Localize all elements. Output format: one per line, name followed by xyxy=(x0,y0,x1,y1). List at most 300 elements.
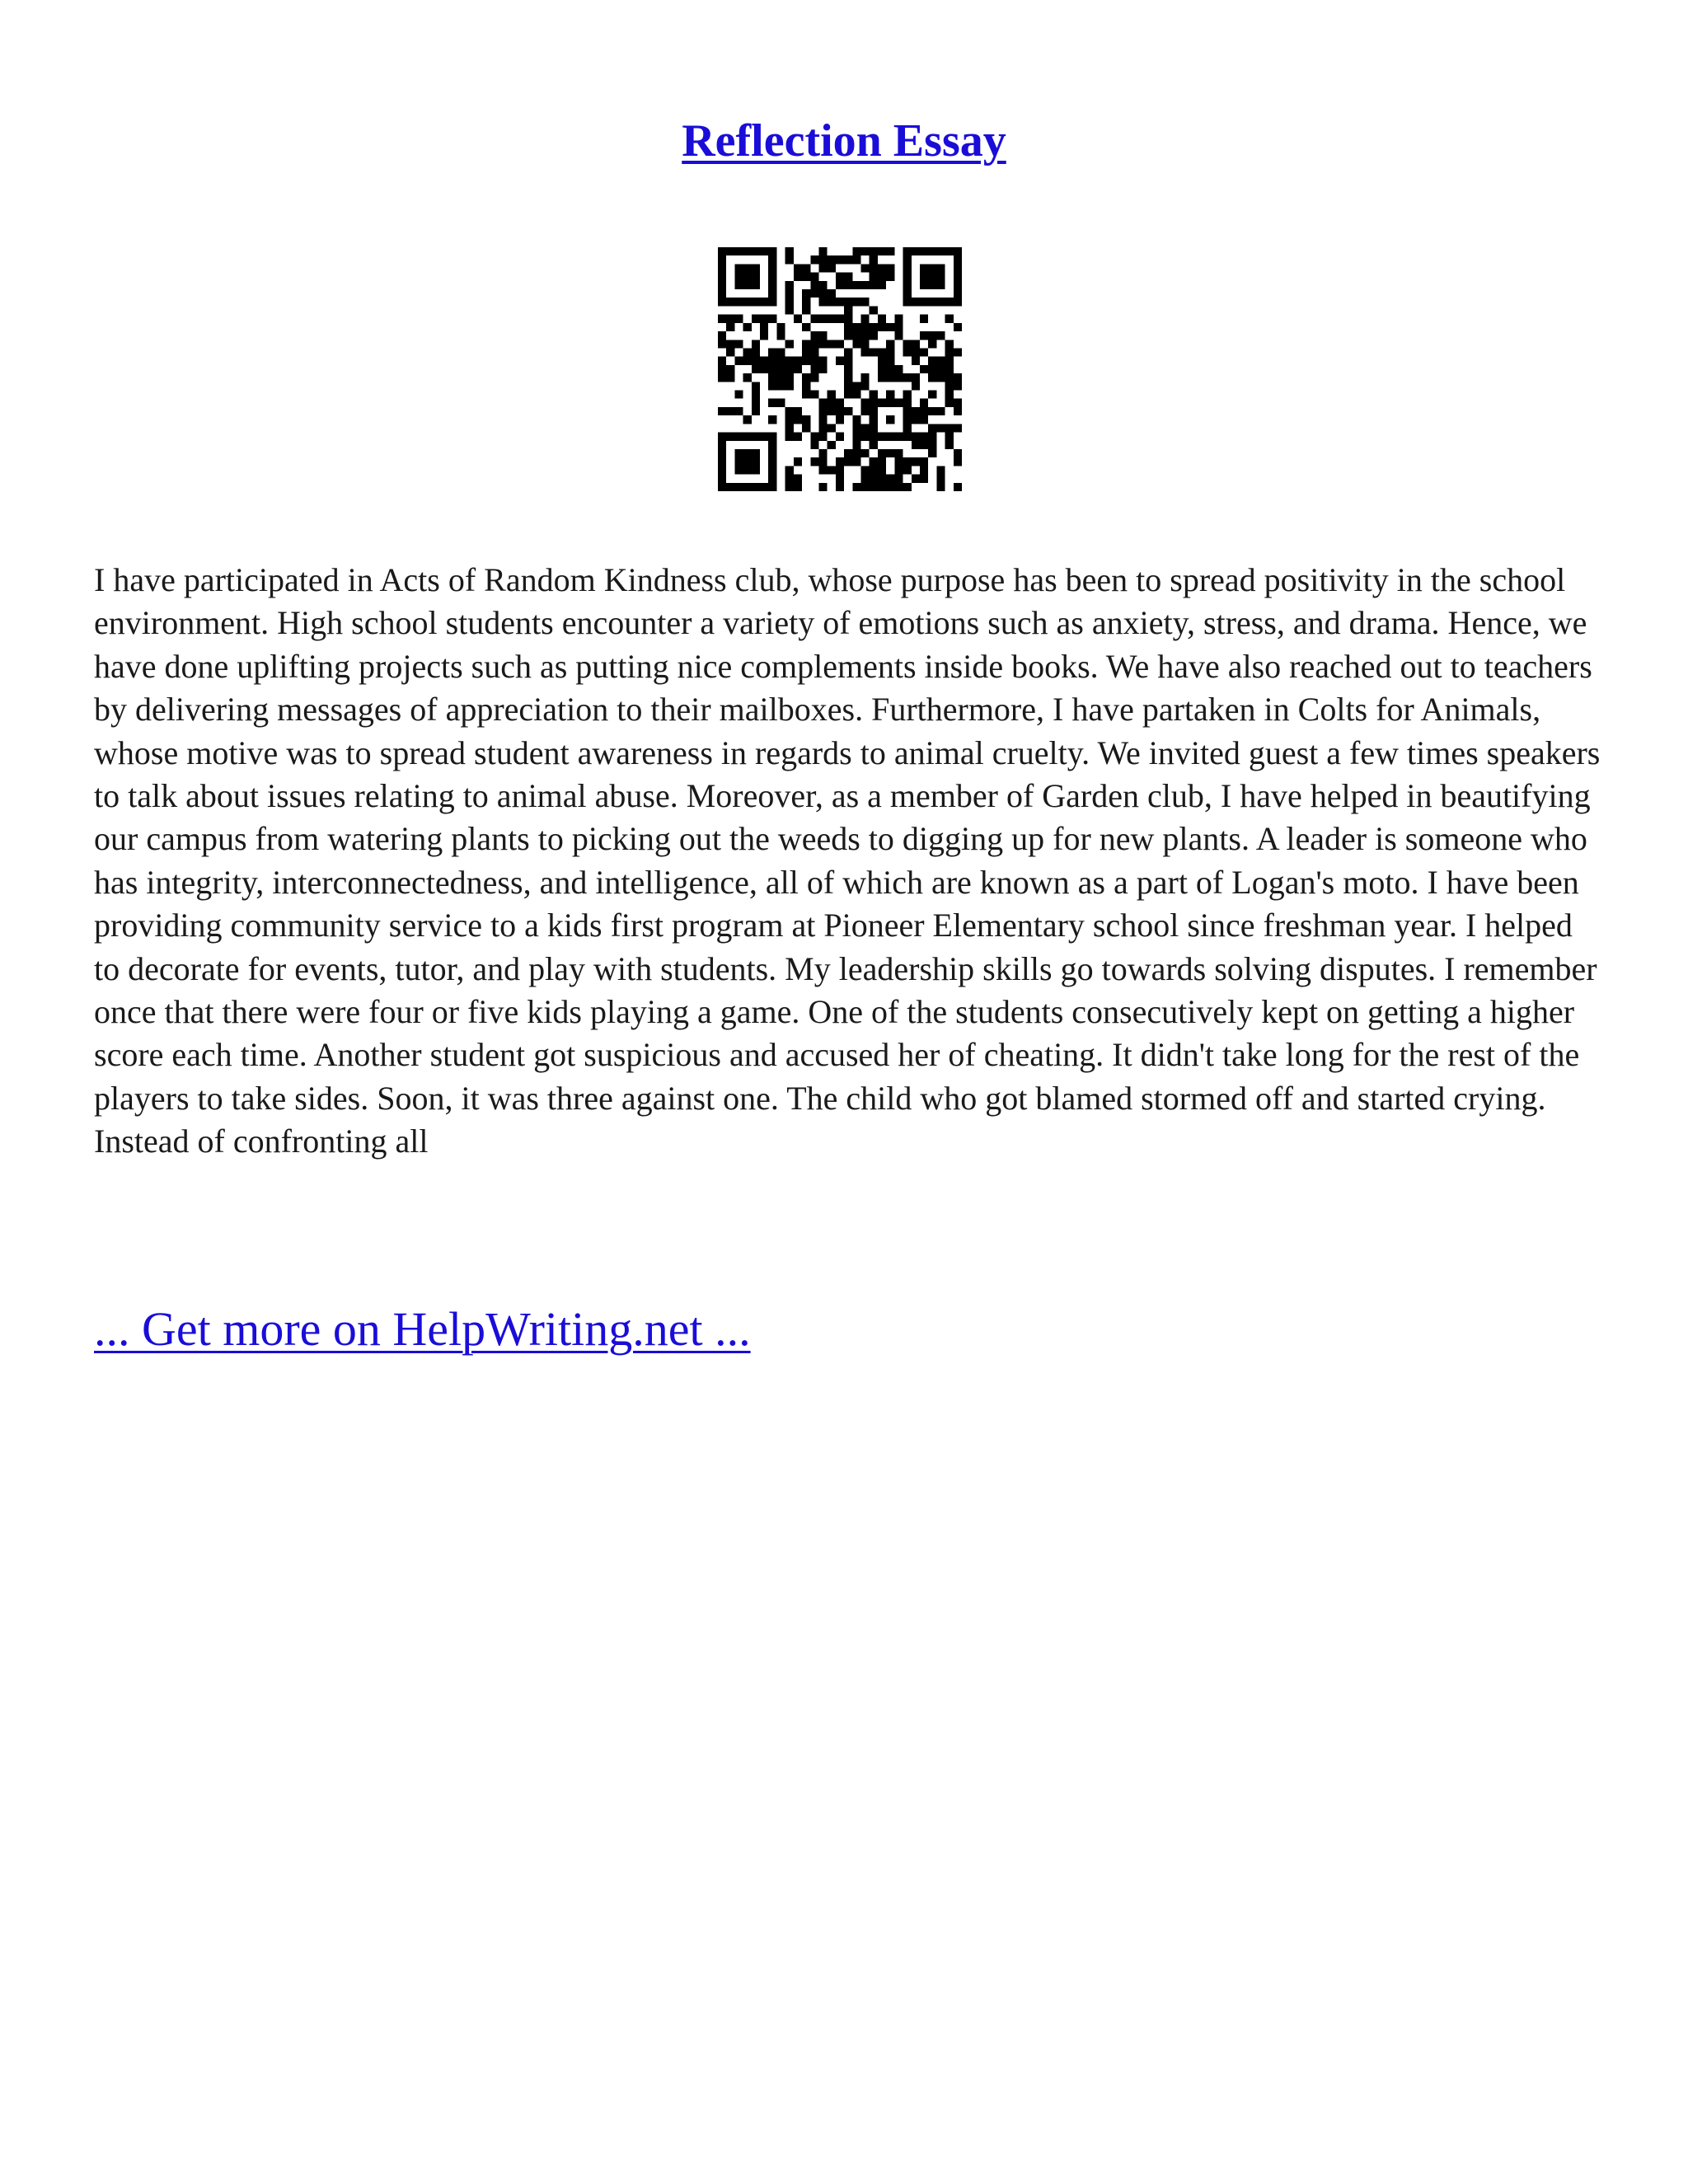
qr-module xyxy=(928,365,936,373)
qr-module xyxy=(936,466,945,474)
qr-module xyxy=(718,247,726,255)
qr-module xyxy=(818,433,827,441)
qr-module xyxy=(718,289,726,298)
qr-module xyxy=(886,323,894,331)
qr-module xyxy=(861,348,870,356)
get-more-link[interactable]: ... Get more on HelpWriting.net ... xyxy=(94,1302,751,1356)
qr-module xyxy=(802,264,810,272)
qr-module xyxy=(734,483,743,491)
qr-module xyxy=(928,424,936,432)
qr-module xyxy=(785,357,794,365)
qr-module xyxy=(718,315,726,323)
qr-module xyxy=(870,407,878,415)
qr-module xyxy=(734,315,743,323)
qr-module xyxy=(802,340,810,348)
qr-module xyxy=(726,373,734,382)
qr-module xyxy=(928,340,936,348)
qr-module xyxy=(936,357,945,365)
qr-module xyxy=(743,247,752,255)
qr-module xyxy=(936,365,945,373)
qr-module xyxy=(768,357,776,365)
qr-module xyxy=(768,433,776,441)
qr-module xyxy=(928,433,936,441)
qr-module xyxy=(852,340,860,348)
qr-module xyxy=(718,357,726,365)
qr-module xyxy=(718,433,726,441)
qr-module xyxy=(743,449,752,457)
qr-module xyxy=(928,247,936,255)
qr-module xyxy=(818,298,827,306)
qr-module xyxy=(954,449,962,457)
qr-code-icon xyxy=(718,247,962,491)
qr-module xyxy=(954,457,962,466)
qr-module xyxy=(878,449,886,457)
qr-module xyxy=(726,298,734,306)
qr-module xyxy=(760,247,768,255)
qr-module xyxy=(844,306,852,314)
qr-module xyxy=(836,433,844,441)
qr-module xyxy=(726,315,734,323)
qr-module xyxy=(726,348,734,356)
qr-module xyxy=(920,273,928,281)
qr-module xyxy=(861,298,870,306)
qr-module xyxy=(776,365,785,373)
qr-module xyxy=(718,298,726,306)
qr-module xyxy=(760,315,768,323)
qr-module xyxy=(886,391,894,399)
qr-module xyxy=(752,433,760,441)
qr-module xyxy=(836,340,844,348)
qr-module xyxy=(760,365,768,373)
qr-module xyxy=(861,399,870,407)
qr-module xyxy=(836,457,844,466)
qr-module xyxy=(936,264,945,272)
qr-module xyxy=(818,255,827,264)
qr-module xyxy=(752,247,760,255)
qr-module xyxy=(743,273,752,281)
qr-module xyxy=(844,348,852,356)
qr-module xyxy=(768,399,776,407)
qr-module xyxy=(852,415,860,424)
qr-module xyxy=(785,415,794,424)
qr-module xyxy=(954,247,962,255)
qr-module xyxy=(818,264,827,272)
qr-module xyxy=(802,357,810,365)
qr-module xyxy=(945,441,954,449)
qr-module xyxy=(828,315,836,323)
qr-module xyxy=(794,433,802,441)
qr-module xyxy=(844,373,852,382)
qr-module xyxy=(836,281,844,289)
qr-module xyxy=(903,373,912,382)
qr-module xyxy=(768,298,776,306)
qr-module xyxy=(828,441,836,449)
qr-module xyxy=(818,457,827,466)
qr-module xyxy=(726,433,734,441)
qr-module xyxy=(768,315,776,323)
qr-module xyxy=(886,449,894,457)
qr-module xyxy=(861,247,870,255)
qr-module xyxy=(894,457,903,466)
qr-module xyxy=(785,247,794,255)
qr-module xyxy=(768,441,776,449)
qr-module xyxy=(886,433,894,441)
qr-module xyxy=(718,340,726,348)
qr-module xyxy=(954,255,962,264)
qr-module xyxy=(743,433,752,441)
qr-module xyxy=(886,483,894,491)
qr-module xyxy=(878,348,886,356)
qr-module xyxy=(768,449,776,457)
qr-module xyxy=(752,298,760,306)
qr-module xyxy=(861,475,870,483)
qr-module xyxy=(802,289,810,298)
qr-module xyxy=(836,357,844,365)
qr-module xyxy=(852,391,860,399)
qr-module xyxy=(810,357,818,365)
qr-module xyxy=(743,281,752,289)
qr-module xyxy=(828,264,836,272)
qr-module xyxy=(912,407,920,415)
qr-module xyxy=(760,483,768,491)
qr-module xyxy=(870,415,878,424)
qr-module xyxy=(785,433,794,441)
qr-module xyxy=(886,273,894,281)
qr-module xyxy=(802,382,810,390)
qr-module xyxy=(928,373,936,382)
qr-module xyxy=(768,255,776,264)
qr-module xyxy=(844,281,852,289)
qr-module xyxy=(886,348,894,356)
qr-module xyxy=(945,399,954,407)
qr-module xyxy=(785,365,794,373)
qr-module xyxy=(734,247,743,255)
qr-module xyxy=(794,273,802,281)
qr-module xyxy=(810,315,818,323)
qr-module xyxy=(954,289,962,298)
qr-module xyxy=(878,315,886,323)
qr-module xyxy=(936,281,945,289)
qr-module xyxy=(945,433,954,441)
qr-module xyxy=(870,391,878,399)
qr-module xyxy=(936,331,945,340)
qr-module xyxy=(768,415,776,424)
qr-module xyxy=(870,264,878,272)
qr-module xyxy=(894,331,903,340)
qr-module xyxy=(752,315,760,323)
qr-module xyxy=(828,407,836,415)
qr-module xyxy=(734,433,743,441)
qr-module xyxy=(861,264,870,272)
qr-module xyxy=(752,264,760,272)
qr-module xyxy=(802,391,810,399)
qr-module xyxy=(878,466,886,474)
qr-module xyxy=(861,340,870,348)
qr-module xyxy=(718,441,726,449)
qr-module xyxy=(743,298,752,306)
qr-module xyxy=(768,273,776,281)
qr-module xyxy=(785,255,794,264)
qr-module xyxy=(878,475,886,483)
qr-module xyxy=(810,441,818,449)
qr-module xyxy=(954,323,962,331)
qr-module xyxy=(878,457,886,466)
qr-module xyxy=(852,449,860,457)
qr-module xyxy=(878,323,886,331)
qr-module xyxy=(734,264,743,272)
qr-module xyxy=(878,365,886,373)
qr-module xyxy=(912,475,920,483)
qr-module xyxy=(794,415,802,424)
qr-module xyxy=(861,407,870,415)
qr-module xyxy=(945,424,954,432)
qr-module xyxy=(928,281,936,289)
qr-module xyxy=(802,306,810,314)
qr-module xyxy=(768,289,776,298)
qr-module xyxy=(870,331,878,340)
qr-module xyxy=(760,323,768,331)
qr-module xyxy=(836,483,844,491)
qr-module xyxy=(802,323,810,331)
qr-module xyxy=(802,424,810,432)
qr-module xyxy=(802,415,810,424)
qr-module xyxy=(768,466,776,474)
qr-module xyxy=(743,348,752,356)
qr-module xyxy=(794,315,802,323)
qr-module xyxy=(852,441,860,449)
qr-module xyxy=(810,273,818,281)
qr-module xyxy=(903,391,912,399)
qr-module xyxy=(785,407,794,415)
qr-module xyxy=(818,247,827,255)
qr-module xyxy=(785,483,794,491)
qr-module xyxy=(752,357,760,365)
qr-module xyxy=(920,281,928,289)
qr-module xyxy=(768,382,776,390)
qr-module xyxy=(718,365,726,373)
qr-module xyxy=(734,340,743,348)
qr-module xyxy=(718,264,726,272)
qr-module xyxy=(870,323,878,331)
qr-module xyxy=(718,483,726,491)
qr-module xyxy=(794,475,802,483)
qr-module xyxy=(852,382,860,390)
qr-module xyxy=(920,315,928,323)
qr-module xyxy=(861,323,870,331)
qr-module xyxy=(776,331,785,340)
qr-module xyxy=(894,449,903,457)
qr-module xyxy=(954,273,962,281)
qr-module xyxy=(928,441,936,449)
qr-module xyxy=(936,373,945,382)
qr-module xyxy=(828,424,836,432)
qr-module xyxy=(776,357,785,365)
qr-module xyxy=(903,407,912,415)
qr-module xyxy=(776,323,785,331)
qr-module xyxy=(920,433,928,441)
qr-module xyxy=(945,373,954,382)
qr-module xyxy=(954,264,962,272)
qr-module xyxy=(768,373,776,382)
qr-module xyxy=(752,466,760,474)
qr-module xyxy=(810,457,818,466)
qr-module xyxy=(844,407,852,415)
qr-module xyxy=(886,365,894,373)
qr-module xyxy=(870,306,878,314)
qr-module xyxy=(810,433,818,441)
qr-module xyxy=(752,382,760,390)
qr-module xyxy=(794,483,802,491)
qr-module xyxy=(836,475,844,483)
qr-module xyxy=(954,298,962,306)
qr-module xyxy=(852,331,860,340)
qr-module xyxy=(945,382,954,390)
qr-module xyxy=(760,433,768,441)
page-title xyxy=(0,114,1688,169)
qr-module xyxy=(861,483,870,491)
qr-module xyxy=(836,466,844,474)
qr-module xyxy=(752,449,760,457)
qr-module xyxy=(836,273,844,281)
qr-module xyxy=(810,373,818,382)
qr-module xyxy=(870,273,878,281)
qr-module xyxy=(828,289,836,298)
qr-module xyxy=(726,407,734,415)
qr-module xyxy=(903,348,912,356)
qr-module xyxy=(878,399,886,407)
qr-module xyxy=(928,331,936,340)
qr-module xyxy=(752,365,760,373)
qr-module xyxy=(954,424,962,432)
qr-module xyxy=(752,281,760,289)
qr-module xyxy=(954,373,962,382)
qr-module xyxy=(886,247,894,255)
qr-module xyxy=(785,289,794,298)
qr-module xyxy=(743,264,752,272)
qr-module xyxy=(903,483,912,491)
qr-module xyxy=(752,340,760,348)
qr-module xyxy=(760,357,768,365)
qr-module xyxy=(818,407,827,415)
qr-module xyxy=(861,382,870,390)
qr-module xyxy=(861,424,870,432)
qr-module xyxy=(718,331,726,340)
qr-module xyxy=(928,298,936,306)
qr-module xyxy=(878,247,886,255)
qr-module xyxy=(912,373,920,382)
qr-module xyxy=(743,483,752,491)
qr-module xyxy=(734,407,743,415)
qr-module xyxy=(718,466,726,474)
qr-module xyxy=(810,331,818,340)
qr-module xyxy=(726,340,734,348)
qr-module xyxy=(752,457,760,466)
qr-module xyxy=(903,433,912,441)
qr-module xyxy=(828,255,836,264)
qr-module xyxy=(718,449,726,457)
qr-module xyxy=(920,475,928,483)
qr-module xyxy=(768,348,776,356)
qr-module xyxy=(844,391,852,399)
qr-module xyxy=(768,475,776,483)
qr-module xyxy=(776,373,785,382)
qr-module xyxy=(886,357,894,365)
qr-module xyxy=(810,391,818,399)
qr-module xyxy=(752,273,760,281)
qr-module xyxy=(894,483,903,491)
qr-module xyxy=(870,466,878,474)
qr-module xyxy=(861,281,870,289)
qr-module xyxy=(844,323,852,331)
qr-module xyxy=(903,273,912,281)
qr-module xyxy=(870,255,878,264)
qr-module xyxy=(828,340,836,348)
qr-module xyxy=(818,424,827,432)
qr-module xyxy=(870,433,878,441)
qr-module xyxy=(928,264,936,272)
qr-module xyxy=(928,357,936,365)
qr-module xyxy=(903,415,912,424)
qr-module xyxy=(945,365,954,373)
qr-module xyxy=(878,281,886,289)
qr-module xyxy=(785,306,794,314)
qr-module xyxy=(912,441,920,449)
qr-module xyxy=(894,315,903,323)
get-more-link-container xyxy=(94,1301,751,1358)
qr-module xyxy=(785,281,794,289)
qr-module xyxy=(718,457,726,466)
qr-module xyxy=(836,298,844,306)
qr-module xyxy=(912,382,920,390)
qr-module xyxy=(936,407,945,415)
qr-module xyxy=(903,424,912,432)
qr-module xyxy=(718,255,726,264)
qr-module xyxy=(802,373,810,382)
qr-module xyxy=(844,255,852,264)
qr-module xyxy=(870,281,878,289)
qr-module xyxy=(954,399,962,407)
qr-module xyxy=(785,340,794,348)
qr-module xyxy=(768,457,776,466)
qr-module xyxy=(752,348,760,356)
qr-module xyxy=(776,399,785,407)
qr-module xyxy=(794,357,802,365)
qr-module xyxy=(852,483,860,491)
qr-module xyxy=(718,273,726,281)
qr-module xyxy=(743,373,752,382)
title-link[interactable]: Reflection Essay xyxy=(682,115,1006,166)
qr-module xyxy=(912,457,920,466)
qr-module xyxy=(818,415,827,424)
qr-module xyxy=(818,399,827,407)
qr-module xyxy=(870,348,878,356)
qr-module xyxy=(768,264,776,272)
qr-module xyxy=(844,382,852,390)
qr-module xyxy=(743,357,752,365)
qr-module xyxy=(818,365,827,373)
qr-module xyxy=(920,457,928,466)
qr-module xyxy=(903,247,912,255)
qr-module xyxy=(903,457,912,466)
qr-module xyxy=(920,331,928,340)
qr-module xyxy=(810,281,818,289)
qr-module xyxy=(836,315,844,323)
qr-module xyxy=(836,407,844,415)
qr-module xyxy=(802,273,810,281)
qr-module xyxy=(936,273,945,281)
qr-module xyxy=(954,348,962,356)
qr-module xyxy=(936,483,945,491)
